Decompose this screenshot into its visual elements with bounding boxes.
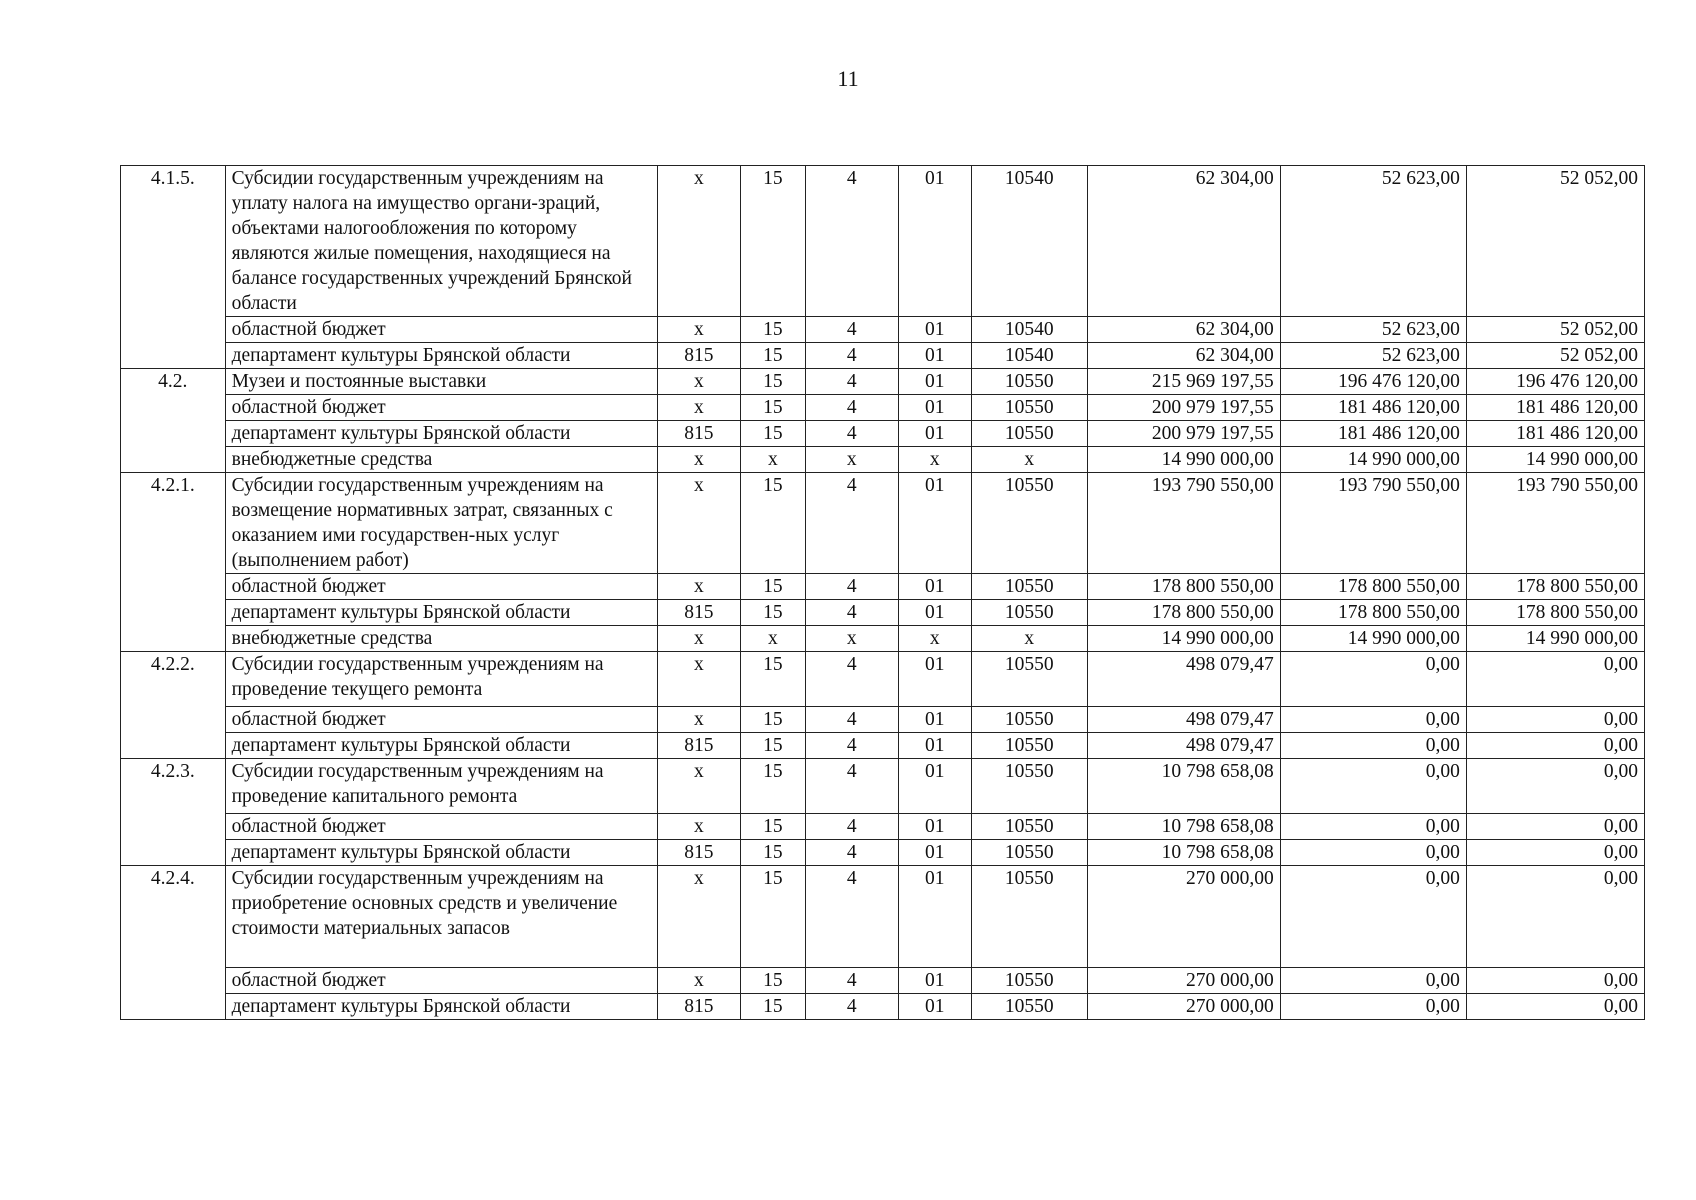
program-cell: 01: [898, 600, 971, 626]
program-cell: 01: [898, 994, 971, 1020]
program-cell: х: [898, 626, 971, 652]
program-cell: 01: [898, 707, 971, 733]
article-cell: 10550: [971, 600, 1087, 626]
table-row: [121, 447, 1645, 473]
article-cell: 10550: [971, 840, 1087, 866]
amount-year-3-cell: 0,00: [1466, 968, 1644, 994]
subsection-cell: 4: [806, 733, 899, 759]
section-cell: 15: [740, 343, 805, 369]
code-cell: 815: [658, 733, 740, 759]
code-cell: х: [658, 866, 740, 968]
table-row: [121, 626, 1645, 652]
amount-year-1-cell: 200 979 197,55: [1087, 395, 1280, 421]
item-name-cell: областной бюджет: [225, 395, 658, 421]
section-cell: 15: [740, 814, 805, 840]
amount-year-2-cell: 0,00: [1280, 866, 1466, 968]
amount-year-3-cell: 0,00: [1466, 652, 1644, 707]
article-cell: 10550: [971, 733, 1087, 759]
amount-year-2-cell: 0,00: [1280, 733, 1466, 759]
code-cell: х: [658, 814, 740, 840]
article-cell: 10540: [971, 317, 1087, 343]
amount-year-1-cell: 10 798 658,08: [1087, 759, 1280, 814]
item-number-cell: 4.2.1.: [121, 473, 226, 652]
article-cell: 10550: [971, 574, 1087, 600]
item-name-cell: внебюджетные средства: [225, 626, 658, 652]
section-cell: х: [740, 447, 805, 473]
amount-year-1-cell: 270 000,00: [1087, 968, 1280, 994]
amount-year-1-cell: 62 304,00: [1087, 166, 1280, 317]
section-cell: 15: [740, 840, 805, 866]
amount-year-3-cell: 196 476 120,00: [1466, 369, 1644, 395]
amount-year-2-cell: 0,00: [1280, 652, 1466, 707]
subsection-cell: 4: [806, 421, 899, 447]
amount-year-3-cell: 14 990 000,00: [1466, 626, 1644, 652]
code-cell: 815: [658, 840, 740, 866]
amount-year-1-cell: 498 079,47: [1087, 707, 1280, 733]
item-name-cell: Субсидии государственным учреждениям на проведение капитального ремонта: [225, 759, 658, 814]
amount-year-1-cell: 14 990 000,00: [1087, 626, 1280, 652]
subsection-cell: 4: [806, 707, 899, 733]
amount-year-1-cell: 498 079,47: [1087, 652, 1280, 707]
amount-year-2-cell: 52 623,00: [1280, 343, 1466, 369]
table-row: [121, 600, 1645, 626]
program-cell: 01: [898, 473, 971, 574]
amount-year-3-cell: 52 052,00: [1466, 166, 1644, 317]
table-row: [121, 814, 1645, 840]
article-cell: 10550: [971, 759, 1087, 814]
item-number-cell: 4.2.2.: [121, 652, 226, 759]
program-cell: 01: [898, 317, 971, 343]
code-cell: х: [658, 166, 740, 317]
table-row: [121, 343, 1645, 369]
amount-year-1-cell: 498 079,47: [1087, 733, 1280, 759]
item-name-cell: департамент культуры Брянской области: [225, 343, 658, 369]
program-cell: 01: [898, 395, 971, 421]
table-row: [121, 840, 1645, 866]
amount-year-2-cell: 0,00: [1280, 840, 1466, 866]
amount-year-3-cell: 181 486 120,00: [1466, 421, 1644, 447]
article-cell: 10550: [971, 707, 1087, 733]
item-name-cell: департамент культуры Брянской области: [225, 994, 658, 1020]
section-cell: 15: [740, 473, 805, 574]
article-cell: 10550: [971, 866, 1087, 968]
table-row: [121, 574, 1645, 600]
program-cell: 01: [898, 343, 971, 369]
table-row: [121, 652, 1645, 707]
article-cell: х: [971, 626, 1087, 652]
amount-year-1-cell: 62 304,00: [1087, 317, 1280, 343]
code-cell: 815: [658, 600, 740, 626]
amount-year-3-cell: 0,00: [1466, 759, 1644, 814]
amount-year-1-cell: 10 798 658,08: [1087, 814, 1280, 840]
subsection-cell: 4: [806, 968, 899, 994]
amount-year-2-cell: 178 800 550,00: [1280, 600, 1466, 626]
amount-year-1-cell: 193 790 550,00: [1087, 473, 1280, 574]
subsection-cell: х: [806, 626, 899, 652]
program-cell: 01: [898, 733, 971, 759]
article-cell: 10540: [971, 166, 1087, 317]
amount-year-2-cell: 178 800 550,00: [1280, 574, 1466, 600]
item-name-cell: департамент культуры Брянской области: [225, 840, 658, 866]
code-cell: х: [658, 574, 740, 600]
table-row: [121, 317, 1645, 343]
subsection-cell: 4: [806, 814, 899, 840]
item-name-cell: областной бюджет: [225, 707, 658, 733]
item-name-cell: областной бюджет: [225, 968, 658, 994]
section-cell: х: [740, 626, 805, 652]
subsection-cell: 4: [806, 574, 899, 600]
section-cell: 15: [740, 166, 805, 317]
table-row: [121, 166, 1645, 317]
page-number: 11: [837, 66, 859, 91]
subsection-cell: 4: [806, 652, 899, 707]
subsection-cell: 4: [806, 395, 899, 421]
article-cell: х: [971, 447, 1087, 473]
program-cell: 01: [898, 866, 971, 968]
section-cell: 15: [740, 866, 805, 968]
table-row: [121, 733, 1645, 759]
item-name-cell: областной бюджет: [225, 814, 658, 840]
amount-year-2-cell: 0,00: [1280, 994, 1466, 1020]
program-cell: 01: [898, 421, 971, 447]
amount-year-1-cell: 215 969 197,55: [1087, 369, 1280, 395]
section-cell: 15: [740, 994, 805, 1020]
table-row: [121, 968, 1645, 994]
section-cell: 15: [740, 421, 805, 447]
amount-year-2-cell: 0,00: [1280, 814, 1466, 840]
code-cell: 815: [658, 343, 740, 369]
program-cell: 01: [898, 166, 971, 317]
program-cell: 01: [898, 759, 971, 814]
amount-year-3-cell: 0,00: [1466, 707, 1644, 733]
amount-year-2-cell: 196 476 120,00: [1280, 369, 1466, 395]
code-cell: х: [658, 317, 740, 343]
amount-year-2-cell: 0,00: [1280, 968, 1466, 994]
item-name-cell: Субсидии государственным учреждениям на возмещение нормативных затрат, связанных с оказанием ими государствен-ных услуг (выполнением работ): [225, 473, 658, 574]
item-number-cell: 4.2.3.: [121, 759, 226, 866]
item-name-cell: областной бюджет: [225, 574, 658, 600]
amount-year-1-cell: 200 979 197,55: [1087, 421, 1280, 447]
budget-table: [120, 165, 1645, 1020]
item-name-cell: департамент культуры Брянской области: [225, 421, 658, 447]
amount-year-1-cell: 270 000,00: [1087, 866, 1280, 968]
table-row: [121, 759, 1645, 814]
code-cell: х: [658, 626, 740, 652]
article-cell: 10550: [971, 473, 1087, 574]
amount-year-2-cell: 181 486 120,00: [1280, 421, 1466, 447]
table-row: [121, 369, 1645, 395]
subsection-cell: 4: [806, 369, 899, 395]
subsection-cell: 4: [806, 343, 899, 369]
item-name-cell: департамент культуры Брянской области: [225, 733, 658, 759]
amount-year-1-cell: 178 800 550,00: [1087, 574, 1280, 600]
article-cell: 10550: [971, 421, 1087, 447]
article-cell: 10550: [971, 814, 1087, 840]
code-cell: х: [658, 395, 740, 421]
amount-year-3-cell: 0,00: [1466, 866, 1644, 968]
table-row: [121, 866, 1645, 968]
item-name-cell: внебюджетные средства: [225, 447, 658, 473]
subsection-cell: х: [806, 447, 899, 473]
subsection-cell: 4: [806, 866, 899, 968]
amount-year-2-cell: 0,00: [1280, 707, 1466, 733]
amount-year-2-cell: 193 790 550,00: [1280, 473, 1466, 574]
section-cell: 15: [740, 317, 805, 343]
subsection-cell: 4: [806, 840, 899, 866]
article-cell: 10540: [971, 343, 1087, 369]
item-name-cell: Субсидии государственным учреждениям на уплату налога на имущество органи-зраций, объектами налогообложения по которому являются жилые помещения, находящиеся на балансе государственных учреждений Брянской области: [225, 166, 658, 317]
amount-year-2-cell: 181 486 120,00: [1280, 395, 1466, 421]
amount-year-1-cell: 62 304,00: [1087, 343, 1280, 369]
program-cell: 01: [898, 840, 971, 866]
section-cell: 15: [740, 574, 805, 600]
item-name-cell: Субсидии государственным учреждениям на проведение текущего ремонта: [225, 652, 658, 707]
subsection-cell: 4: [806, 473, 899, 574]
code-cell: х: [658, 473, 740, 574]
subsection-cell: 4: [806, 166, 899, 317]
subsection-cell: 4: [806, 317, 899, 343]
amount-year-3-cell: 52 052,00: [1466, 343, 1644, 369]
amount-year-2-cell: 0,00: [1280, 759, 1466, 814]
item-number-cell: 4.1.5.: [121, 166, 226, 369]
item-name-cell: департамент культуры Брянской области: [225, 600, 658, 626]
code-cell: 815: [658, 421, 740, 447]
code-cell: х: [658, 369, 740, 395]
amount-year-2-cell: 14 990 000,00: [1280, 626, 1466, 652]
amount-year-2-cell: 52 623,00: [1280, 317, 1466, 343]
item-name-cell: областной бюджет: [225, 317, 658, 343]
section-cell: 15: [740, 600, 805, 626]
table-row: [121, 395, 1645, 421]
section-cell: 15: [740, 707, 805, 733]
amount-year-3-cell: 0,00: [1466, 814, 1644, 840]
table-row: [121, 421, 1645, 447]
article-cell: 10550: [971, 994, 1087, 1020]
amount-year-3-cell: 0,00: [1466, 733, 1644, 759]
section-cell: 15: [740, 968, 805, 994]
subsection-cell: 4: [806, 759, 899, 814]
amount-year-2-cell: 52 623,00: [1280, 166, 1466, 317]
amount-year-3-cell: 0,00: [1466, 840, 1644, 866]
amount-year-3-cell: 181 486 120,00: [1466, 395, 1644, 421]
article-cell: 10550: [971, 395, 1087, 421]
program-cell: 01: [898, 652, 971, 707]
item-name-cell: Музеи и постоянные выставки: [225, 369, 658, 395]
item-name-cell: Субсидии государственным учреждениям на приобретение основных средств и увеличение стоимости материальных запасов: [225, 866, 658, 968]
item-number-cell: 4.2.4.: [121, 866, 226, 1020]
code-cell: х: [658, 652, 740, 707]
amount-year-3-cell: 52 052,00: [1466, 317, 1644, 343]
section-cell: 15: [740, 759, 805, 814]
amount-year-1-cell: 270 000,00: [1087, 994, 1280, 1020]
amount-year-1-cell: 10 798 658,08: [1087, 840, 1280, 866]
section-cell: 15: [740, 369, 805, 395]
code-cell: х: [658, 447, 740, 473]
section-cell: 15: [740, 652, 805, 707]
table-row: [121, 707, 1645, 733]
article-cell: 10550: [971, 968, 1087, 994]
program-cell: 01: [898, 574, 971, 600]
article-cell: 10550: [971, 369, 1087, 395]
code-cell: х: [658, 968, 740, 994]
code-cell: 815: [658, 994, 740, 1020]
amount-year-1-cell: 178 800 550,00: [1087, 600, 1280, 626]
program-cell: 01: [898, 369, 971, 395]
program-cell: 01: [898, 814, 971, 840]
section-cell: 15: [740, 395, 805, 421]
amount-year-3-cell: 178 800 550,00: [1466, 574, 1644, 600]
item-number-cell: 4.2.: [121, 369, 226, 473]
amount-year-3-cell: 14 990 000,00: [1466, 447, 1644, 473]
code-cell: х: [658, 759, 740, 814]
amount-year-2-cell: 14 990 000,00: [1280, 447, 1466, 473]
code-cell: х: [658, 707, 740, 733]
table-row: [121, 994, 1645, 1020]
section-cell: 15: [740, 733, 805, 759]
program-cell: х: [898, 447, 971, 473]
program-cell: 01: [898, 968, 971, 994]
amount-year-3-cell: 0,00: [1466, 994, 1644, 1020]
table-body: [121, 166, 1645, 1020]
amount-year-3-cell: 178 800 550,00: [1466, 600, 1644, 626]
table-row: [121, 473, 1645, 574]
amount-year-1-cell: 14 990 000,00: [1087, 447, 1280, 473]
article-cell: 10550: [971, 652, 1087, 707]
subsection-cell: 4: [806, 600, 899, 626]
subsection-cell: 4: [806, 994, 899, 1020]
amount-year-3-cell: 193 790 550,00: [1466, 473, 1644, 574]
